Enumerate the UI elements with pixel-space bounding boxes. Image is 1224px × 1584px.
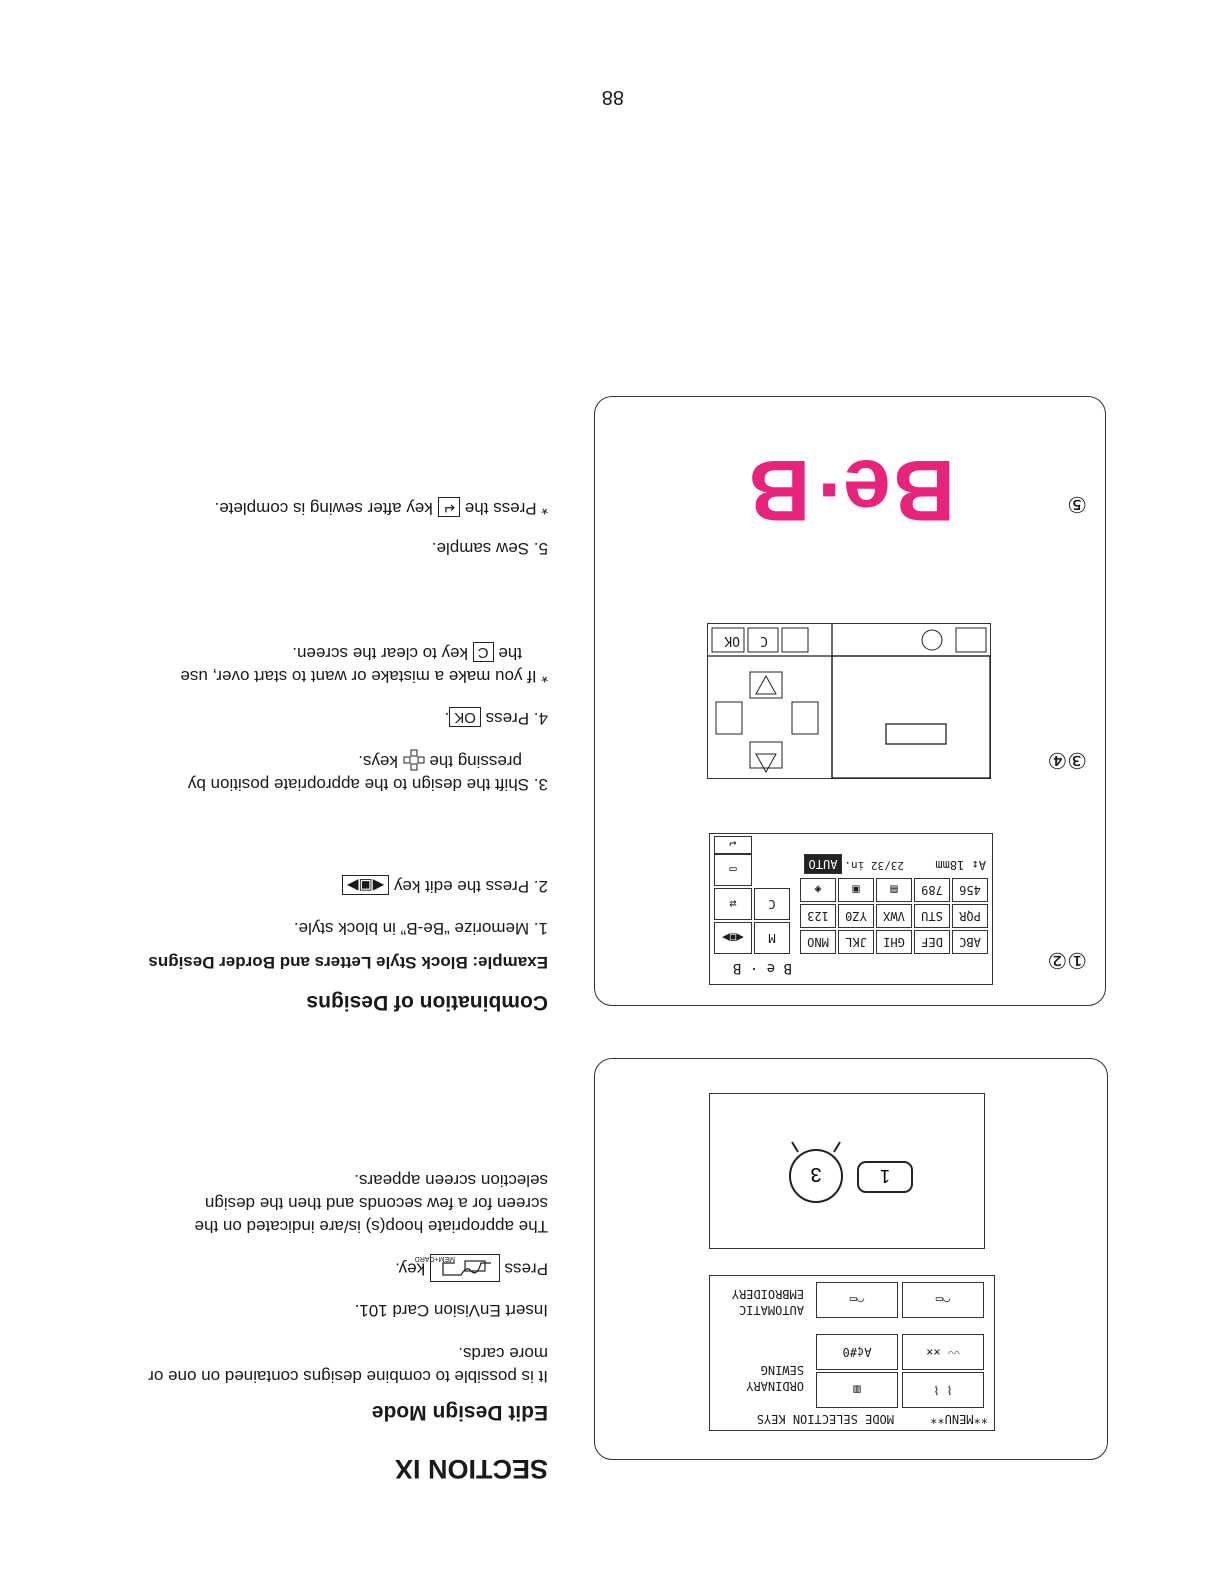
note-clear xyxy=(180,642,548,688)
char-key-stu[interactable]: STU xyxy=(914,904,950,928)
menu-header-left: **MENU** xyxy=(930,1412,988,1426)
return-key: ↵ xyxy=(438,497,461,517)
mem-card-key xyxy=(414,1254,500,1282)
size-readout: A↕ 18mm xyxy=(935,858,986,872)
mode-selection-panel xyxy=(594,1058,1108,1460)
menu-lcd xyxy=(709,1275,995,1431)
key-word: key. xyxy=(395,1259,426,1279)
char-key-def[interactable]: DEF xyxy=(914,930,950,954)
ordinary-sewing-label: ORDINARY SEWING xyxy=(746,1363,804,1393)
stitch-key-3[interactable]: 〰 ×× xyxy=(902,1334,984,1370)
menu-header-right: MODE SELECTION KEYS xyxy=(756,1412,894,1426)
stitch-key-2[interactable]: ▥ xyxy=(816,1372,898,1408)
char-key-abc[interactable]: ABC xyxy=(952,930,988,954)
section-title: SECTION IX xyxy=(394,1454,548,1484)
combination-panel xyxy=(594,396,1106,1006)
letter-key[interactable]: A¢#0 xyxy=(816,1334,898,1370)
ok-key-screen[interactable]: OK xyxy=(724,633,740,648)
combination-heading: Combination of Designs xyxy=(306,991,548,1014)
stitch-key-1[interactable]: ⌇ ⌇ xyxy=(902,1372,984,1408)
char-key-ghi[interactable]: GHI xyxy=(876,930,912,954)
symbol-key-3[interactable]: ◈ xyxy=(800,878,836,902)
hoop-icons xyxy=(710,1094,984,1248)
edit-design-intro: It is possible to combine designs contained on one or more cards. xyxy=(148,1344,548,1386)
note-clear-rest: key to clear the screen. xyxy=(292,644,469,663)
page-number: 88 xyxy=(601,86,624,108)
step-5: 5. Sew sample. xyxy=(431,539,548,558)
file-key[interactable]: ▭ xyxy=(714,854,752,886)
hoop-a-label: 1 xyxy=(879,1166,891,1186)
note-return-rest: key after sewing is complete. xyxy=(214,499,433,518)
symbol-key-2[interactable]: ▣ xyxy=(838,878,874,902)
auto-key[interactable]: AUTO xyxy=(804,854,842,874)
char-key-123[interactable]: 123 xyxy=(800,904,836,928)
press-label: Press xyxy=(504,1259,548,1279)
example-heading: Example: Block Style Letters and Border Designs xyxy=(148,953,548,972)
embroidery-key-1[interactable]: ⌒▭ xyxy=(816,1282,898,1318)
step-2 xyxy=(342,875,548,898)
callout-1-2: ①② xyxy=(1047,948,1087,973)
callout-5: ⑤ xyxy=(1067,492,1087,517)
arrow-keys-icon xyxy=(403,749,425,771)
svg-text:MEM+CARD: MEM+CARD xyxy=(414,1255,455,1262)
char-key-789[interactable]: 789 xyxy=(914,878,950,902)
note-clear-line-2 xyxy=(180,642,548,665)
press-mem-card-line xyxy=(108,1254,548,1282)
note-the: the xyxy=(498,644,522,663)
mirror-key[interactable]: ⇄ xyxy=(714,888,752,920)
sewn-sample-text: Be·B xyxy=(746,442,955,538)
char-key-456[interactable]: 456 xyxy=(952,878,988,902)
step-2-text: 2. Press the edit key xyxy=(393,877,548,896)
insert-card-text: Insert EnVision Card 101. xyxy=(354,1301,548,1320)
ok-key: OK xyxy=(449,707,481,727)
hoop-lcd xyxy=(709,1093,985,1249)
step-4: 4. Press OK. xyxy=(444,709,548,728)
position-lcd xyxy=(707,623,991,779)
step-3-keys-word: keys. xyxy=(358,752,398,771)
step-3-line-2 xyxy=(188,749,548,773)
edit-text-display: B e · B xyxy=(732,960,792,976)
automatic-embroidery-label: AUTOMATIC EMBROIDERY xyxy=(731,1287,804,1317)
char-key-mno[interactable]: MNO xyxy=(800,930,836,954)
step-1: 1. Memorize “Be-B” in block style. xyxy=(293,919,548,938)
char-key-jkl[interactable]: JKL xyxy=(838,930,874,954)
edit-lcd xyxy=(709,833,993,985)
edit-design-heading: Edit Design Mode xyxy=(371,1401,548,1424)
note-clear-line-1: * If you make a mistake or want to start over, use xyxy=(180,667,548,686)
callout-3-4: ③④ xyxy=(1047,748,1087,773)
note-return xyxy=(215,497,548,520)
hoop-b-label: 3 xyxy=(810,1163,822,1185)
size-inches: 23/32 in. xyxy=(844,859,904,872)
char-key-pqr[interactable]: PQR xyxy=(952,904,988,928)
char-key-vwx[interactable]: VWX xyxy=(876,904,912,928)
symbol-key-1[interactable]: ▤ xyxy=(876,878,912,902)
step-3-text: pressing the xyxy=(429,752,522,771)
embroidery-key-2[interactable]: ⌒▭ xyxy=(902,1282,984,1318)
edit-key-icon: ◀▣▶ xyxy=(342,875,389,895)
clear-key-screen[interactable]: C xyxy=(760,633,768,648)
position-screen-graphics xyxy=(708,624,990,778)
return-screen-key[interactable]: ↵ xyxy=(714,836,752,854)
edit-side-key[interactable]: ◀▣▶ xyxy=(714,922,752,954)
side-key-m[interactable]: M xyxy=(754,922,790,954)
mem-card-icon xyxy=(414,1255,495,1281)
note-return-text: * Press the xyxy=(464,499,548,518)
char-key-yz0[interactable]: YZ0 xyxy=(838,904,874,928)
step-4-text: 4. Press xyxy=(485,709,548,728)
clear-key: C xyxy=(473,642,494,662)
step-3-line-1: 3. Shift the design to the appropriate position by xyxy=(187,775,548,794)
step-3 xyxy=(188,749,548,796)
hoop-indication-text: The appropriate hoop(s) is/are indicated on the screen for a few seconds and then the design selection screen appears. xyxy=(194,1171,548,1236)
side-key-c[interactable]: C xyxy=(754,888,790,920)
